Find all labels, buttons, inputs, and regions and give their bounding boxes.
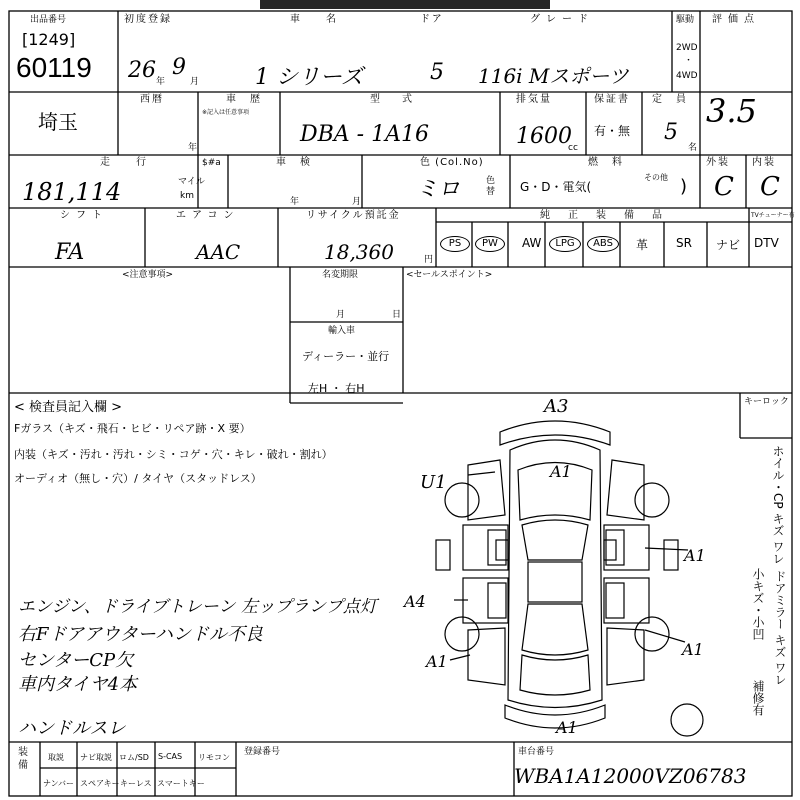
chassis-value: WBA1A12000VZ06783 [514,764,747,788]
handwritten-note-4: 車内タイヤ4本 [18,674,138,695]
drive-label: 駆動 [676,15,695,25]
mileage-label: 走 行 [100,157,154,168]
grade-label: グレード [530,14,594,25]
fuel-label: 燃 料 [588,157,624,168]
capacity-value: 5 [664,120,678,145]
caution-label: <注意事項> [122,270,174,280]
recycle-unit: 円 [424,255,434,265]
exterior-label: 外装 [706,157,730,168]
mark-a1-right: A1 [684,546,706,565]
transfer-label: 名変期限 [322,270,359,280]
displacement-value: 1600 [516,124,572,149]
fuel-close: ) [680,176,688,197]
fuel-other-label: その他 [644,173,668,182]
handwritten-note-2: 右Fドアアウターハンドル不良 [18,624,263,645]
first-registration-label: 初度登録 [124,14,172,25]
sharp-label: $#a [202,158,221,168]
equip-aw: AW [522,236,542,250]
mileage-value: 181,114 [22,178,122,206]
capacity-unit: 名 [688,143,698,153]
mark-a1-rear: A1 [556,718,578,737]
mark-u1: U1 [420,472,447,493]
bottom-number: ナンバー [43,779,75,788]
mileage-unit-mile: マイル [178,177,205,187]
drive-dot: ・ [684,56,694,66]
side-note-3: ドアミラー キズ ワレ [773,570,787,686]
import-steering: 左H ・ 右H [308,382,365,395]
lot-code: [1249] [22,30,76,49]
equip-pw: PW [475,236,505,252]
bottom-keyless: キーレス [120,779,152,788]
model-label: 型 式 [370,94,418,105]
year-unit: 年 [156,77,166,87]
reg-number-label: 登録番号 [244,747,281,757]
bottom-rom-sd: ロム/SD [119,753,149,762]
transfer-month: 月 [336,310,346,320]
import-label: 輸入車 [328,326,356,336]
shift-label: シフト [60,210,108,221]
history-note: ※記入は任意事項 [202,109,250,116]
equip-bottom-label: 装備 [18,747,28,771]
mileage-unit-km: km [180,191,194,201]
grade-value: 116i Mスポーツ [478,64,629,88]
handwritten-note-1: エンジン、ドライブトレーン 左ップランプ点灯 [18,597,377,617]
aircon-value: AAC [196,240,241,264]
aircon-label: エアコン [176,210,240,221]
equip-dtv: DTV [754,236,779,250]
bottom-scas: S-CAS [158,752,183,761]
drive-2wd: 2WD [676,43,698,53]
inspection-month: 月 [352,197,362,207]
color-swap-label: 色替 [486,176,496,197]
mark-a4: A4 [404,592,426,611]
bottom-spare-key: スペアキー [80,779,120,788]
era-year-unit: 年 [188,143,198,153]
handwritten-note-5: ハンドルスレ [18,718,126,739]
bottom-manual: 取説 [48,753,64,762]
car-name-value: 1 シリーズ [255,65,363,90]
mark-a1-rear-right: A1 [682,640,704,659]
inspector-title: < 検査員記入欄 > [14,400,123,415]
recycle-label: リサイクル預託金 [306,210,401,221]
exterior-value: C [714,172,734,202]
equip-leather: 革 [636,238,649,252]
inspection-year: 年 [290,197,300,207]
equipment-label: 純 正 装 備 品 [540,210,666,221]
lot-label: 出品番号 [30,15,67,25]
inspector-interior: 内装（キズ・汚れ・汚れ・シミ・コゲ・穴・キレ・破れ・割れ） [14,448,333,461]
transfer-day: 日 [392,310,402,320]
shift-value: FA [55,240,85,265]
equip-lpg: LPG [549,236,581,252]
keyless-label: キーロック [744,397,789,407]
chassis-label: 車台番号 [518,747,555,757]
fuel-options: G・D・電気( [520,180,592,194]
tuner-label: TVチューナー有 [751,212,795,219]
doors-label: ドア [420,14,444,25]
capacity-label: 定 員 [652,94,688,105]
side-note-1: ホイル・CP キズ ワレ [771,445,785,565]
car-name-label: 車 名 [290,14,344,25]
bottom-remote: リモコン [198,753,230,762]
mark-a1-roof: A1 [550,462,572,481]
import-dealer: ディーラー・並行 [302,350,390,363]
first-registration-month: 9 [172,55,186,80]
warranty-value: 有・無 [594,124,631,138]
bottom-navi-manual: ナビ取説 [80,753,112,762]
side-note-4: 補修有 [751,680,765,716]
mark-a1-left: A1 [426,652,448,671]
warranty-label: 保証書 [594,94,630,105]
first-registration-year: 26 [128,58,156,83]
lot-number: 60119 [16,52,92,83]
displacement-unit: cc [568,143,578,153]
location-value: 埼玉 [38,110,78,134]
score-label: 評価点 [712,14,760,25]
month-unit: 月 [190,77,200,87]
history-label: 車 歴 [226,94,262,105]
mark-a3: A3 [544,396,569,417]
color-value: ミロ [416,177,461,202]
inspector-glass: Fガラス（キズ・飛石・ヒビ・リペア跡・X 要） [14,422,251,435]
inspection-label: 車 検 [276,157,312,168]
equip-navi: ナビ [716,238,741,252]
interior-value: C [760,172,780,202]
inspector-audio-tire: オーディオ（無し・穴）/ タイヤ（スタッドレス） [14,472,262,485]
side-note-2: 小キズ・小凹 [751,568,765,640]
interior-label: 内装 [752,157,776,168]
equip-sr: SR [676,236,692,250]
equip-ps: PS [440,236,470,252]
color-label: 色 (Col.No) [420,157,484,168]
drive-4wd: 4WD [676,71,698,81]
era-label: 西暦 [140,94,164,105]
handwritten-note-3: センターCP欠 [18,650,134,671]
score-value: 3.5 [706,92,757,130]
displacement-label: 排気量 [516,94,552,105]
model-value: DBA - 1A16 [300,122,429,147]
bottom-smart-key: スマートキー [157,779,205,788]
doors-value: 5 [430,60,444,85]
recycle-value: 18,360 [324,240,394,264]
sales-label: <セールスポイント> [406,270,493,280]
equip-abs: ABS [587,236,619,252]
